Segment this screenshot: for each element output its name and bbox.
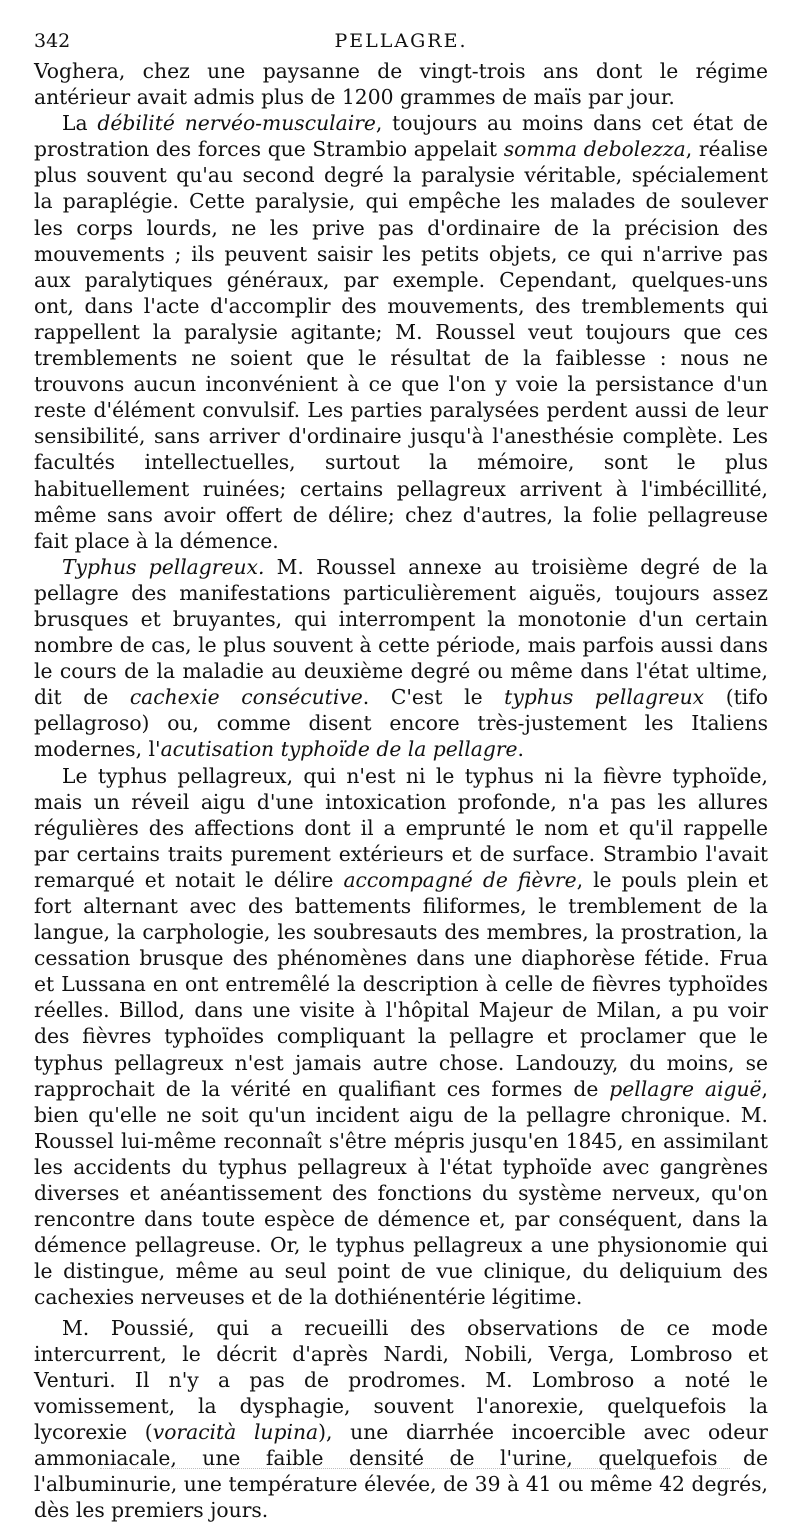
- paragraph: [34, 763, 768, 1311]
- bottom-rule: [100, 1468, 730, 1469]
- text-run: . C'est le: [363, 685, 504, 709]
- text-run: La: [62, 111, 97, 135]
- italic-run: acutisation typhoïde de la pellagre: [161, 737, 518, 761]
- text-run: , toujours au moins dans cet état de prostration des forces que Strambio appelait: [34, 111, 768, 161]
- text-run: , bien qu'elle ne soit qu'un incident aigu de la pellagre chronique. M. Roussel lui-même reconnaît s'être mépris jusqu'en 1845, en assimilant les accidents du typhus pellagreux à l'état typhoïde avec gangrènes diverses et anéantissement des fonctions du système nerveux, qu'on rencontre dans toute espèce de démence et, par conséquent, dans la démence pellagreuse. Or, le typhus pellagreux a une physionomie qui le distingue, même au seul point de vue clinique, du deliquium des cachexies nerveuses et de la dothiénentérie légitime.: [34, 1077, 768, 1310]
- body-text: [34, 58, 768, 1523]
- italic-run: pellagre aiguë: [609, 1077, 761, 1101]
- paragraph: [34, 58, 768, 110]
- italic-run: accompagné de fièvre: [343, 868, 576, 892]
- paragraph: [34, 110, 768, 554]
- italic-run: typhus pellagreux: [504, 685, 704, 709]
- text-run: .: [518, 737, 524, 761]
- text-run: ), une diarrhée incoercible avec odeur ammoniacale, une faible densité de l'urine, quelquefois de l'albuminurie, une température élevée, de 39 à 41 ou même 42 degrés, dès les premiers jours.: [34, 1420, 768, 1522]
- text-run: (tifo pellagroso) ou, comme disent encore très-justement les Italiens modernes, l': [34, 685, 768, 761]
- text-run: , le pouls plein et fort alternant avec des battements filiformes, le tremblement de la langue, la carphologie, les soubresauts des membres, la prostration, la cessation brusque des phénomènes dans une diaphorèse fétide. Frua et Lussana en ont entremêlé la description à celle de fièvres typhoïdes réelles. Billod, dans une visite à l'hôpital Majeur de Milan, a pu voir des fièvres typhoïdes compliquant la pellagre et proclamer que le typhus pellagreux n'est jamais autre chose. Landouzy, du moins, se rapprochait de la vérité en qualifiant ces formes de: [34, 868, 768, 1101]
- text-run: , réalise plus souvent qu'au second degré la paralysie véritable, spécialement la paraplégie. Cette paralysie, qui empêche les malades de soulever les corps lourds, ne les prive pas d'ordinaire de la précision des mouvements ; ils peuvent saisir les petits objets, ce qui n'arrive pas aux paralytiques généraux, par exemple. Cependant, quelques-uns ont, dans l'acte d'accomplir des mouvements, des tremblements qui rappellent la paralysie agitante; M. Roussel veut toujours que ces tremblements ne soient que le résultat de la faiblesse : nous ne trouvons aucun inconvénient à ce que l'on y voie la persistance d'un reste d'élément convulsif. Les parties paralysées perdent aussi de leur sensibilité, sans arriver d'ordinaire jusqu'à l'anesthésie complète. Les facultés intellectuelles, surtout la mémoire, sont le plus habituellement ruinées; certains pellagreux arrivent à l'imbécillité, même sans avoir offert de délire; chez d'autres, la folie pellagreuse fait place à la démence.: [34, 137, 768, 552]
- italic-run: somma debolezza: [504, 137, 686, 161]
- italic-run: débilité nervéo-musculaire: [97, 111, 376, 135]
- paragraph: [34, 554, 768, 763]
- italic-run: Typhus pellagreux.: [62, 555, 264, 579]
- text-run: M. Poussié, qui a recueilli des observations de ce mode intercurrent, le décrit d'après Nardi, Nobili, Verga, Lombroso et Venturi. Il n'y a pas de prodromes. M. Lombroso a noté le vomissement, la dysphagie, souvent l'anorexie, quelquefois la lycorexie (: [34, 1316, 768, 1444]
- text-run: Le typhus pellagreux, qui n'est ni le typhus ni la fièvre typhoïde, mais un réveil aigu d'une intoxication profonde, n'a pas les allures régulières des affections dont il a emprunté le nom et qu'il rappelle par certains traits purement extérieurs et de surface. Strambio l'avait remarqué et notait le délire: [34, 764, 768, 892]
- paragraph: [34, 1315, 768, 1523]
- text-run: Voghera, chez une paysanne de vingt-trois ans dont le régime antérieur avait admis plus de 1200 grammes de maïs par jour.: [34, 59, 768, 109]
- page-number: 342: [34, 30, 70, 52]
- italic-run: voracità lupina: [153, 1420, 318, 1444]
- italic-run: cachexie consécutive: [130, 685, 363, 709]
- running-head: [34, 30, 768, 58]
- running-head-title: PELLAGRE.: [34, 30, 768, 52]
- text-run: M. Roussel annexe au troisième degré de la pellagre des manifestations particulièrement aiguës, toujours assez brusques et bruyantes, qui interrompent la monotonie d'un certain nombre de cas, le plus souvent à cette période, mais parfois aussi dans le cours de la maladie au deuxième degré ou même dans l'état ultime, dit de: [34, 555, 768, 709]
